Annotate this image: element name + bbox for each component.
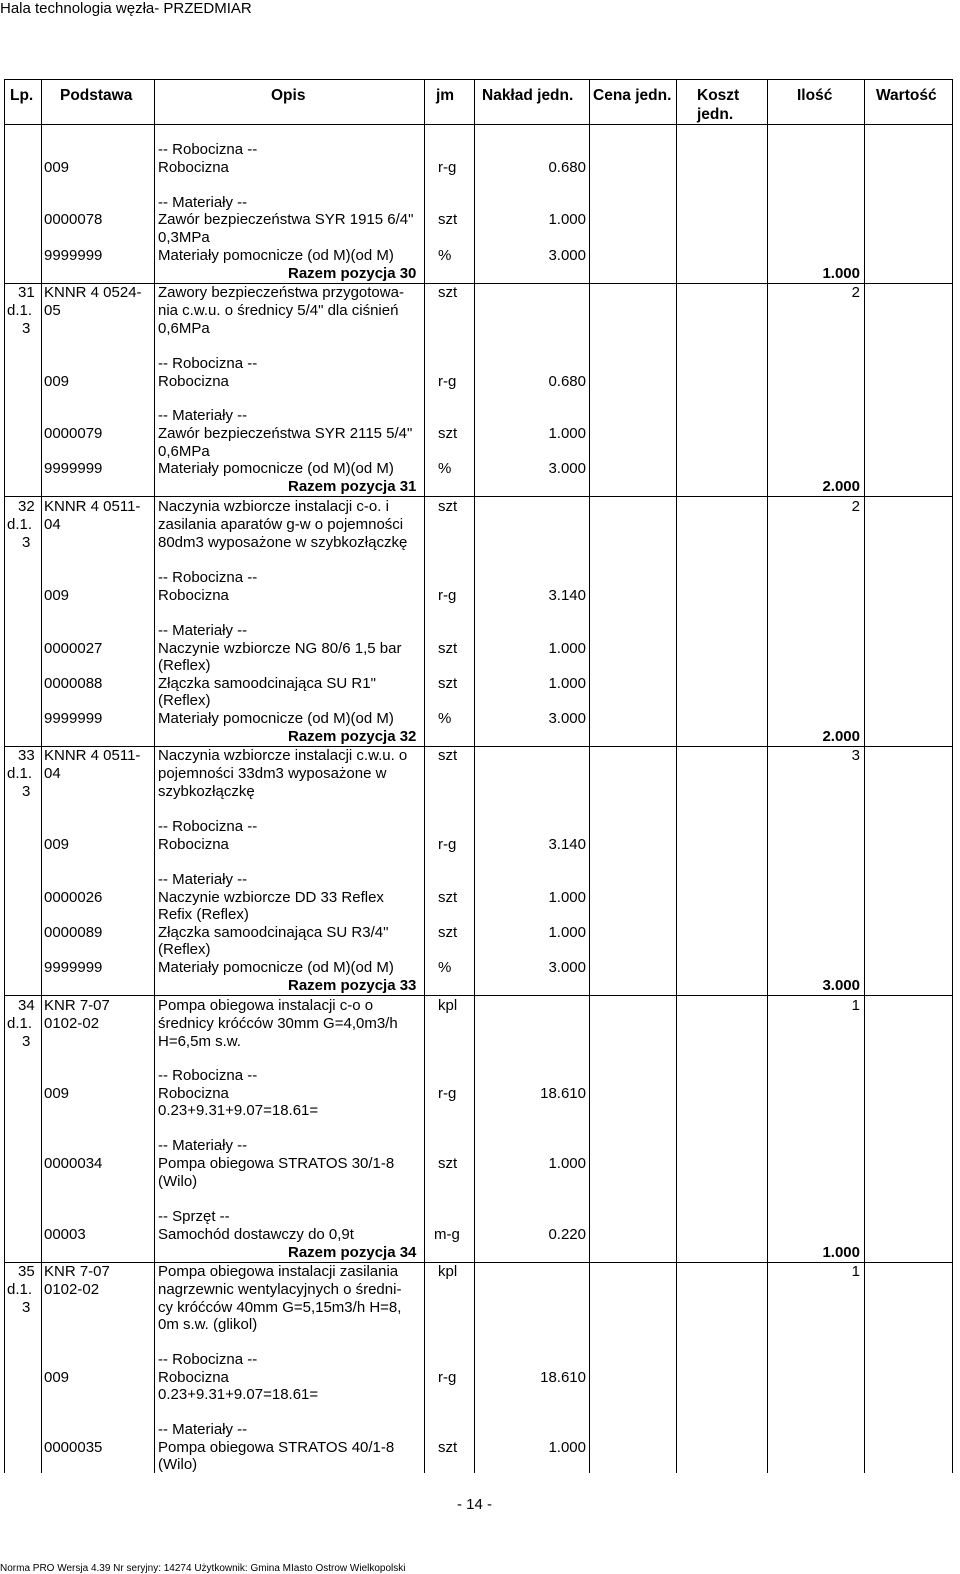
position-unit: kpl	[438, 1263, 458, 1280]
resource-value: 3.000	[548, 247, 586, 264]
section-label: -- Robocizna --	[158, 141, 258, 158]
resource-unit: r-g	[438, 1369, 457, 1386]
razem-value: 2.000	[822, 478, 860, 495]
resource-value: 3.000	[548, 460, 586, 477]
window-title: Hala technologia węzła- PRZEDMIAR	[0, 0, 252, 17]
col-header-lp: Lp.	[10, 87, 34, 104]
resource-unit: r-g	[438, 587, 457, 604]
resource-unit: szt	[438, 1155, 458, 1172]
position-desc: 0m s.w. (glikol)	[158, 1316, 258, 1333]
section-label: -- Robocizna --	[158, 818, 258, 835]
position-basis: 04	[44, 765, 61, 782]
position-lp: 35	[18, 1263, 35, 1280]
position-desc: zasilania aparatów g-w o pojemności	[158, 516, 404, 533]
resource-unit: szt	[438, 1439, 458, 1456]
resource-code: 009	[44, 373, 70, 390]
position-basis: KNNR 4 0524-	[44, 284, 142, 301]
position-basis: 0102-02	[44, 1281, 100, 1298]
resource-code: 9999999	[44, 710, 103, 727]
resource-value: 1.000	[548, 1155, 586, 1172]
position-desc: Naczynia wzbiorcze instalacji c.w.u. o	[158, 747, 408, 764]
resource-unit: %	[438, 247, 452, 264]
resource-code: 0000034	[44, 1155, 103, 1172]
resource-code: 009	[44, 1085, 70, 1102]
position-basis: KNNR 4 0511-	[44, 498, 141, 515]
position-lp: 33	[18, 747, 35, 764]
resource-desc: 0,6MPa	[158, 443, 210, 460]
position-qty: 2	[851, 284, 860, 301]
resource-unit: szt	[438, 889, 458, 906]
position-desc: nagrzewnic wentylacyjnych o średni-	[158, 1281, 402, 1298]
razem-value: 1.000	[822, 1244, 860, 1261]
resource-unit: r-g	[438, 159, 457, 176]
position-desc: cy króćców 40mm G=5,15m3/h H=8,	[158, 1299, 402, 1316]
resource-desc: Zawór bezpieczeństwa SYR 1915 6/4"	[158, 211, 414, 228]
position-lp: d.1.	[7, 765, 33, 782]
position-lp: d.1.	[7, 302, 33, 319]
section-label: -- Materiały --	[158, 1137, 248, 1154]
resource-desc: (Reflex)	[158, 692, 211, 709]
resource-desc: Robocizna	[158, 587, 229, 604]
resource-value: 0.220	[548, 1226, 586, 1243]
resource-unit: szt	[438, 675, 458, 692]
resource-unit: r-g	[438, 836, 457, 853]
position-basis: KNNR 4 0511-	[44, 747, 141, 764]
position-desc: Zawory bezpieczeństwa przygotowa-	[158, 284, 404, 301]
resource-desc: Naczynie wzbiorcze NG 80/6 1,5 bar	[158, 640, 402, 657]
resource-code: 009	[44, 1369, 70, 1386]
resource-value: 1.000	[548, 640, 586, 657]
col-header-podstawa: Podstawa	[60, 87, 133, 104]
resource-code: 009	[44, 159, 70, 176]
position-lp: d.1.	[7, 1015, 33, 1032]
position-basis: KNR 7-07	[44, 997, 110, 1014]
resource-desc: Materiały pomocnicze (od M)(od M)	[158, 959, 394, 976]
resource-value: 1.000	[548, 211, 586, 228]
position-unit: kpl	[438, 997, 458, 1014]
position-lp: 3	[22, 320, 31, 337]
position-lp: 3	[22, 1299, 31, 1316]
resource-unit: r-g	[438, 1085, 457, 1102]
position-lp: 3	[22, 1033, 31, 1050]
section-label: -- Robocizna --	[158, 1067, 258, 1084]
resource-value: 3.000	[548, 959, 586, 976]
position-basis: 05	[44, 302, 61, 319]
resource-desc: (Reflex)	[158, 941, 211, 958]
resource-desc: Robocizna	[158, 1085, 229, 1102]
razem-value: 3.000	[822, 977, 860, 994]
section-label: -- Robocizna --	[158, 355, 258, 372]
position-qty: 2	[851, 498, 860, 515]
position-unit: szt	[438, 498, 458, 515]
position-qty: 1	[851, 997, 860, 1014]
resource-desc: Robocizna	[158, 373, 229, 390]
resource-desc: Naczynie wzbiorcze DD 33 Reflex	[158, 889, 384, 906]
position-lp: 34	[18, 997, 35, 1014]
position-unit: szt	[438, 747, 458, 764]
resource-unit: %	[438, 460, 452, 477]
position-basis: 0102-02	[44, 1015, 100, 1032]
position-desc: średnicy króćców 30mm G=4,0m3/h	[158, 1015, 398, 1032]
razem-label: Razem pozycja 30	[288, 265, 417, 282]
razem-label: Razem pozycja 34	[288, 1244, 417, 1261]
section-label: -- Sprzęt --	[158, 1208, 230, 1225]
position-qty: 1	[851, 1263, 860, 1280]
section-label: -- Robocizna --	[158, 1351, 258, 1368]
resource-desc: Zawór bezpieczeństwa SYR 2115 5/4"	[158, 425, 413, 442]
resource-desc: (Wilo)	[158, 1456, 198, 1473]
section-label: -- Materiały --	[158, 194, 248, 211]
col-header-koszt: Koszt	[697, 87, 740, 104]
col-header-jm: jm	[436, 87, 455, 104]
resource-desc: Robocizna	[158, 1369, 229, 1386]
position-desc: nia c.w.u. o średnicy 5/4" dla ciśnień	[158, 302, 399, 319]
resource-desc: Materiały pomocnicze (od M)(od M)	[158, 247, 394, 264]
section-label: -- Materiały --	[158, 622, 248, 639]
resource-code: 009	[44, 836, 70, 853]
col-header-wartosc: Wartość	[876, 87, 937, 104]
position-desc: Naczynia wzbiorcze instalacji c-o. i	[158, 498, 389, 515]
resource-desc: Robocizna	[158, 159, 229, 176]
position-desc: szybkozłączkę	[158, 783, 255, 800]
resource-desc: Pompa obiegowa STRATOS 30/1-8	[158, 1155, 395, 1172]
section-label: -- Materiały --	[158, 871, 248, 888]
resource-formula: 0.23+9.31+9.07=18.61=	[158, 1386, 319, 1403]
position-unit: szt	[438, 284, 458, 301]
resource-code: 9999999	[44, 959, 103, 976]
position-qty: 3	[851, 747, 860, 764]
position-desc: Pompa obiegowa instalacji zasilania	[158, 1263, 399, 1280]
col-header-koszt-2: jedn.	[697, 106, 734, 123]
position-lp: 3	[22, 534, 31, 551]
resource-value: 3.140	[548, 836, 586, 853]
resource-value: 3.140	[548, 587, 586, 604]
resource-unit: szt	[438, 211, 458, 228]
position-lp: 31	[18, 284, 35, 301]
position-basis: KNR 7-07	[44, 1263, 110, 1280]
resource-desc: Refix (Reflex)	[158, 906, 249, 923]
col-header-ilosc: Ilość	[797, 87, 833, 104]
section-label: -- Robocizna --	[158, 569, 258, 586]
resource-formula: 0.23+9.31+9.07=18.61=	[158, 1102, 319, 1119]
resource-unit: %	[438, 710, 452, 727]
resource-value: 0.680	[548, 159, 586, 176]
position-desc: 80dm3 wyposażone w szybkozłączkę	[158, 534, 408, 551]
razem-label: Razem pozycja 33	[288, 977, 417, 994]
resource-desc: Samochód dostawczy do 0,9t	[158, 1226, 354, 1243]
footer-text: Norma PRO Wersja 4.39 Nr seryjny: 14274 Użytkownik: Gmina MIasto Ostrow Wielkopolski	[0, 1563, 406, 1574]
position-lp: d.1.	[7, 516, 33, 533]
resource-value: 1.000	[548, 425, 586, 442]
position-lp: 3	[22, 783, 31, 800]
resource-value: 1.000	[548, 1439, 586, 1456]
resource-value: 18.610	[540, 1369, 586, 1386]
resource-desc: Złączka samoodcinająca SU R3/4"	[158, 924, 389, 941]
resource-code: 9999999	[44, 460, 103, 477]
resource-value: 1.000	[548, 889, 586, 906]
resource-value: 1.000	[548, 924, 586, 941]
resource-value: 18.610	[540, 1085, 586, 1102]
resource-code: 009	[44, 587, 70, 604]
position-lp: d.1.	[7, 1281, 33, 1298]
position-basis: 04	[44, 516, 61, 533]
resource-desc: Pompa obiegowa STRATOS 40/1-8	[158, 1439, 395, 1456]
resource-unit: m-g	[434, 1226, 460, 1243]
resource-value: 1.000	[548, 675, 586, 692]
resource-desc: Robocizna	[158, 836, 229, 853]
page-number: - 14 -	[457, 1496, 493, 1513]
resource-unit: szt	[438, 640, 458, 657]
position-desc: 0,6MPa	[158, 320, 210, 337]
razem-label: Razem pozycja 31	[288, 478, 417, 495]
resource-code: 0000089	[44, 924, 103, 941]
resource-code: 0000026	[44, 889, 103, 906]
resource-code: 0000088	[44, 675, 103, 692]
resource-unit: szt	[438, 924, 458, 941]
resource-unit: r-g	[438, 373, 457, 390]
section-label: -- Materiały --	[158, 407, 248, 424]
resource-unit: %	[438, 959, 452, 976]
resource-desc: Złączka samoodcinająca SU R1"	[158, 675, 376, 692]
col-header-opis: Opis	[271, 87, 306, 104]
resource-code: 0000035	[44, 1439, 103, 1456]
razem-value: 1.000	[822, 265, 860, 282]
resource-code: 0000079	[44, 425, 103, 442]
col-header-cena: Cena jedn.	[593, 87, 672, 104]
resource-unit: szt	[438, 425, 458, 442]
position-desc: H=6,5m s.w.	[158, 1033, 241, 1050]
razem-value: 2.000	[822, 728, 860, 745]
resource-desc: (Reflex)	[158, 657, 211, 674]
section-label: -- Materiały --	[158, 1421, 248, 1438]
resource-desc: Materiały pomocnicze (od M)(od M)	[158, 460, 394, 477]
resource-desc: (Wilo)	[158, 1173, 198, 1190]
resource-code: 00003	[44, 1226, 86, 1243]
resource-code: 0000027	[44, 640, 103, 657]
resource-desc: Materiały pomocnicze (od M)(od M)	[158, 710, 394, 727]
position-desc: pojemności 33dm3 wyposażone w	[158, 765, 387, 782]
position-lp: 32	[18, 498, 35, 515]
resource-value: 0.680	[548, 373, 586, 390]
resource-code: 9999999	[44, 247, 103, 264]
resource-desc: 0,3MPa	[158, 229, 210, 246]
resource-code: 0000078	[44, 211, 103, 228]
position-desc: Pompa obiegowa instalacji c-o o	[158, 997, 374, 1014]
razem-label: Razem pozycja 32	[288, 728, 417, 745]
col-header-naklad: Nakład jedn.	[482, 87, 574, 104]
resource-value: 3.000	[548, 710, 586, 727]
